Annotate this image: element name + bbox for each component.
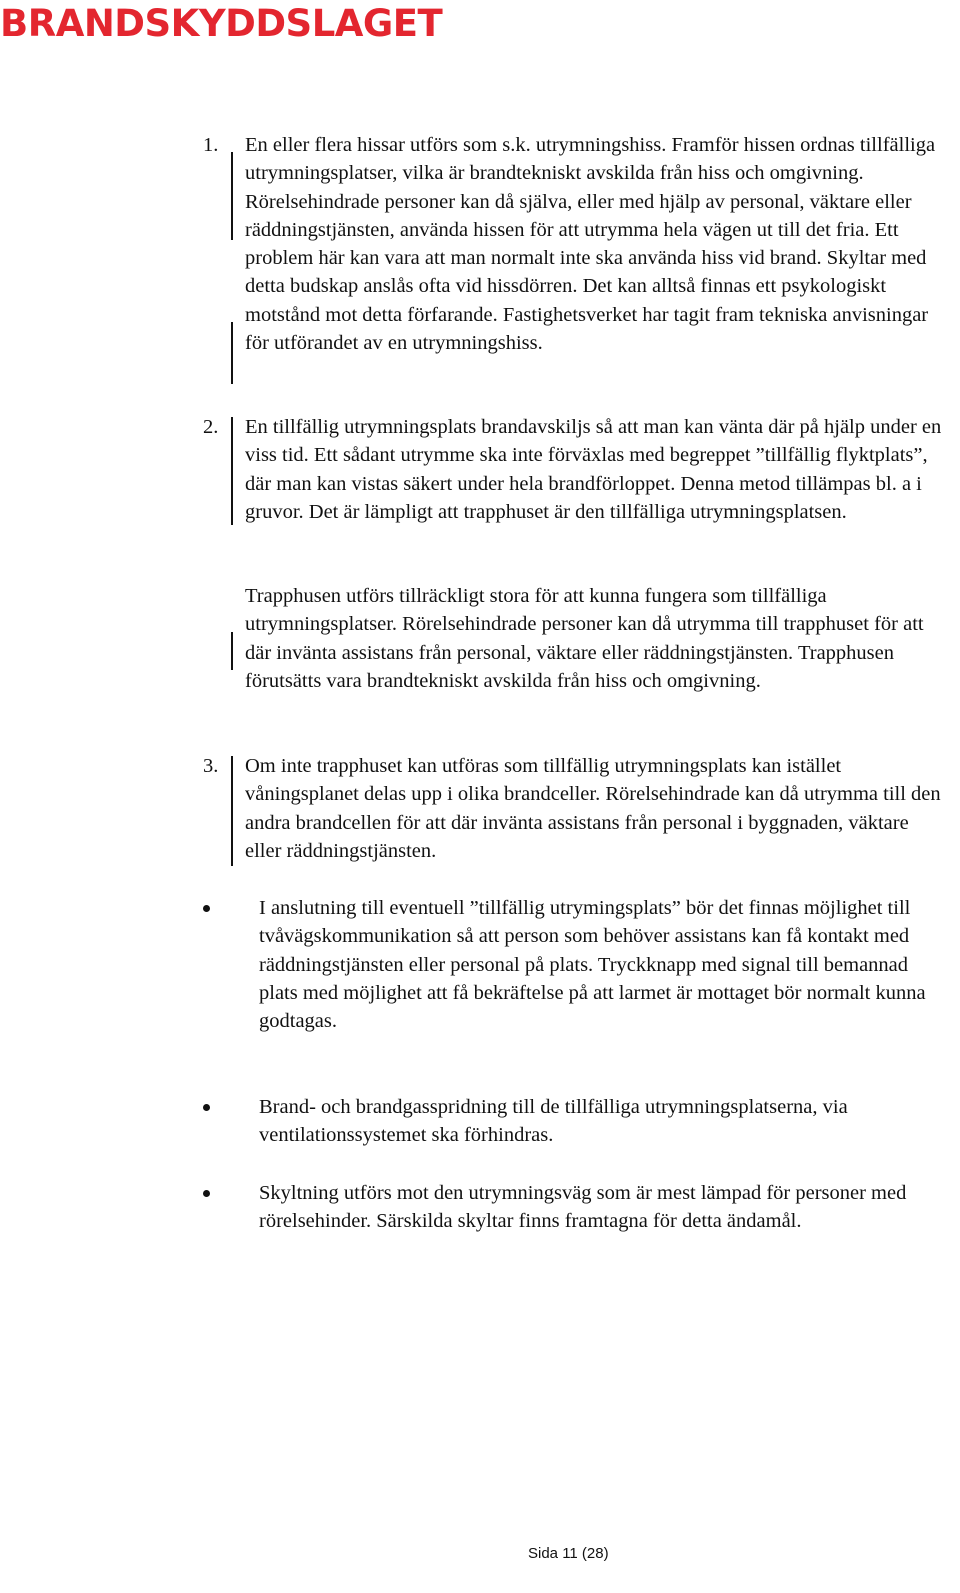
change-bar xyxy=(231,417,233,525)
change-bar xyxy=(231,322,233,384)
list-item-text: En tillfällig utrymningsplats brandavskiljs så att man kan vänta där på hjälp under en viss tid. Ett sådant utrymme ska inte förväxlas med begreppet ”tillfällig flyktplats”, där man kan vistas säkert under hela brandförloppet. Denna metod tillämpas bl. a i gruvor. Det är lämpligt att trapphuset är den tillfälliga utrymningsplatsen. xyxy=(245,416,942,523)
list-item-text: Om inte trapphuset kan utföras som tillfällig utrymningsplats kan istället våningsplanet delas upp i olika brandceller. Rörelsehindrade kan då utrymma till den andra brandcellen för att där invänta assistans från personal i byggnaden, väktare eller räddningstjänsten. xyxy=(245,755,941,862)
list-number: 3. xyxy=(203,755,219,777)
bullet-icon xyxy=(203,1104,210,1111)
page-number: Sida 11 (28) xyxy=(528,1545,609,1562)
bullet-icon xyxy=(203,905,210,912)
bullet-item-text: I anslutning till eventuell ”tillfällig utrymingsplats” bör det finnas möjlighet till tvåvägskommunikation så att person som behöver assistans kan få kontakt med räddningstjänsten eller personal på plats. Tryckknapp med signal till bemannad plats med möjlighet att få bekräftelse på att larmet är mottaget bör normalt kunna godtagas. xyxy=(259,897,926,1033)
change-bar xyxy=(231,152,233,240)
change-bar xyxy=(231,756,233,866)
change-bar xyxy=(231,632,233,670)
list-item-text: En eller flera hissar utförs som s.k. utrymningshiss. Framför hissen ordnas tillfälliga utrymningsplatser, vilka är brandtekniskt avskilda från hiss och omgivning. Rörelsehindrade personer kan då själva, eller med hjälp av personal, väktare eller räddningstjänsten, använda hissen för att utrymma hela vägen ut till det fria. Ett problem här kan vara att man normalt inte ska använda hiss vid brand. Skyltar med detta budskap anslås ofta vid hissdörren. Det kan alltså finnas ett psykologiskt motstånd mot detta förfarande. Fastighetsverket har tagit fram tekniska anvisningar för utförandet av en utrymningshiss. xyxy=(245,134,936,355)
list-item-continuation: Trapphusen utförs tillräckligt stora för att kunna fungera som tillfälliga utrymningsplatser. Rörelsehindrade personer kan då utrymma till trapphuset för att där invänta assistans från personal, väktare eller räddningstjänsten. Trapphusen förutsätts vara brandtekniskt avskilda från hiss och omgivning. xyxy=(245,585,924,692)
bullet-item-text: Skyltning utförs mot den utrymningsväg som är mest lämpad för personer med rörelsehinder. Särskilda skyltar finns framtagna för detta ändamål. xyxy=(259,1182,907,1233)
brand-logo: BRANDSKYDDSLAGET xyxy=(0,2,443,45)
list-number: 1. xyxy=(203,134,219,156)
bullet-icon xyxy=(203,1190,210,1197)
bullet-item-text: Brand- och brandgasspridning till de tillfälliga utrymningsplatserna, via ventilationssystemet ska förhindras. xyxy=(259,1096,848,1147)
list-number: 2. xyxy=(203,416,219,438)
